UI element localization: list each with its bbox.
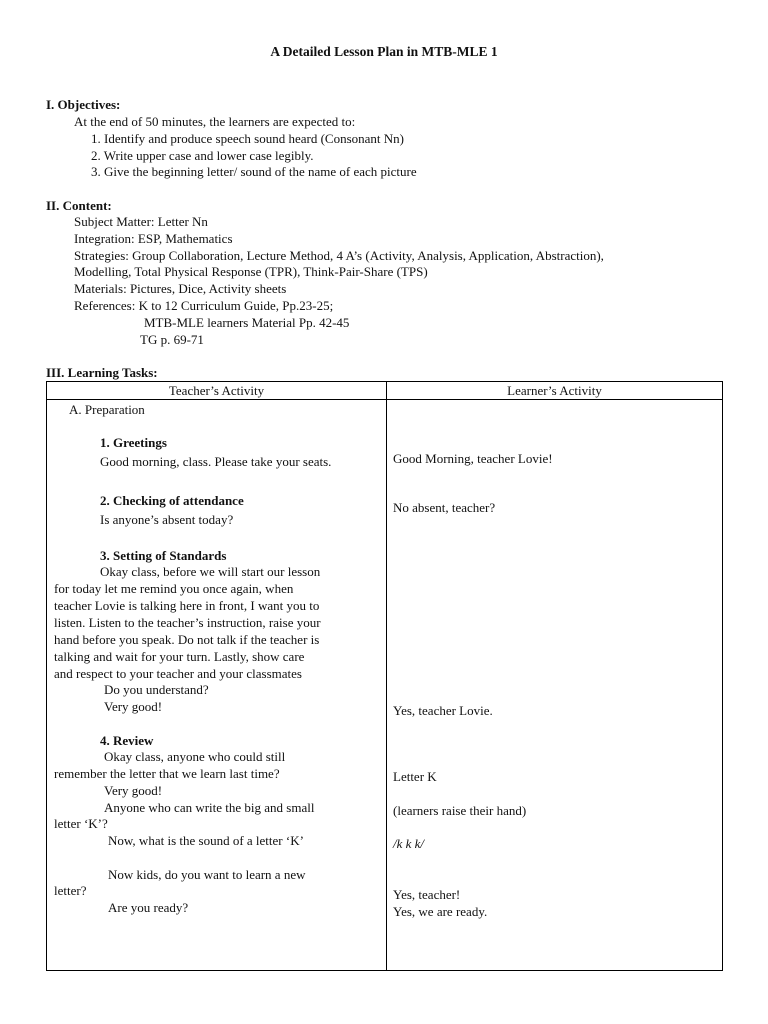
standards-line-4: listen. Listen to the teacher’s instruction, raise your [54,615,321,630]
standards-line-1: Okay class, before we will start our lesson [100,564,321,579]
greetings-heading: 1. Greetings [100,435,167,450]
learner-ready: Yes, we are ready. [393,904,488,919]
standards-line-7: and respect to your teacher and your classmates [54,666,302,681]
strategies-line-1: Strategies: Group Collaboration, Lecture Method, 4 A’s (Activity, Analysis, Application, Abstraction), [74,248,604,263]
review-new-2: letter? [54,883,87,898]
attendance-learner: No absent, teacher? [393,500,496,515]
standards-line-2: for today let me remind you once again, when [54,581,294,596]
objectives-heading: I. Objectives: [46,97,121,112]
attendance-heading: 2. Checking of attendance [100,493,244,508]
references-line-3: TG p. 69-71 [140,332,204,347]
document-title: A Detailed Lesson Plan in MTB-MLE 1 [270,44,498,59]
content-heading: II. Content: [46,198,112,213]
references-line-1: References: K to 12 Curriculum Guide, Pp.23-25; [74,298,334,313]
teacher-activity-header: Teacher’s Activity [47,382,387,400]
review-heading: 4. Review [100,733,154,748]
review-write-2: letter ‘K’? [54,816,108,831]
review-sound: Now, what is the sound of a letter ‘K’ [108,833,304,848]
standards-line-3: teacher Lovie is talking here in front, I want you to [54,598,320,613]
review-line-1: Okay class, anyone who could still [104,749,286,764]
learner-raise-hand: (learners raise their hand) [393,803,527,818]
objective-item-2: 2. Write upper case and lower case legibly. [91,148,314,163]
learner-sound: /k k k/ [393,836,425,851]
references-line-2: MTB-MLE learners Material Pp. 42-45 [144,315,350,330]
standards-learner: Yes, teacher Lovie. [393,703,493,718]
materials: Materials: Pictures, Dice, Activity sheets [74,281,287,296]
integration: Integration: ESP, Mathematics [74,231,233,246]
greetings-learner: Good Morning, teacher Lovie! [393,451,553,466]
learner-yes-teacher: Yes, teacher! [393,887,461,902]
strategies-line-2: Modelling, Total Physical Response (TPR), Think-Pair-Share (TPS) [74,264,428,279]
preparation-label: A. Preparation [69,402,145,417]
objectives-intro: At the end of 50 minutes, the learners are expected to: [74,114,356,129]
learning-tasks-table [46,381,723,971]
learner-activity-cell [387,400,723,971]
standards-line-6: talking and wait for your turn. Lastly, show care [54,649,305,664]
standards-understand: Do you understand? [104,682,209,697]
objective-item-1: 1. Identify and produce speech sound heard (Consonant Nn) [91,131,404,146]
attendance-teacher: Is anyone’s absent today? [100,512,234,527]
standards-very-good: Very good! [104,699,163,714]
learner-letter-k: Letter K [393,769,437,784]
standards-heading: 3. Setting of Standards [100,548,227,563]
standards-line-5: hand before you speak. Do not talk if the teacher is [54,632,320,647]
review-line-2: remember the letter that we learn last time? [54,766,280,781]
review-new-1: Now kids, do you want to learn a new [108,867,306,882]
learner-activity-header: Learner’s Activity [387,382,723,400]
teacher-activity-cell [47,400,387,971]
greetings-teacher: Good morning, class. Please take your seats. [100,454,332,469]
subject-matter: Subject Matter: Letter Nn [74,214,208,229]
learning-tasks-heading: III. Learning Tasks: [46,365,158,380]
review-ready: Are you ready? [108,900,189,915]
review-very-good: Very good! [104,783,163,798]
review-write-1: Anyone who can write the big and small [104,800,315,815]
objective-item-3: 3. Give the beginning letter/ sound of the name of each picture [91,164,417,179]
